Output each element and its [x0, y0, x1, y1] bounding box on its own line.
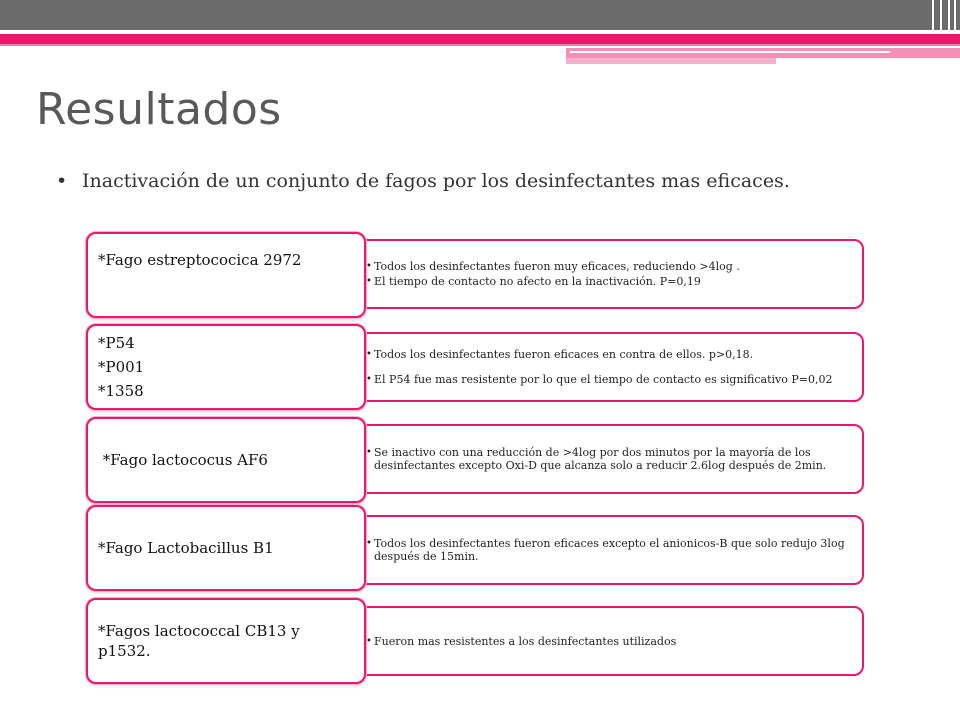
label-line: *Fago lactococus AF6 — [98, 451, 268, 469]
label-line: *Fago Lactobacillus B1 — [98, 539, 274, 557]
header-pink-accent — [566, 48, 960, 58]
label-box-5 — [86, 598, 366, 684]
bullet-text: Inactivación de un conjunto de fagos por los desinfectantes mas eficaces. — [82, 170, 790, 192]
detail-item: • Todos los desinfectantes fueron eficaces en contra de ellos. p>0,18. — [368, 348, 854, 361]
detail-box-4 — [340, 515, 864, 585]
header-white-line — [570, 51, 890, 53]
header-gray-bar — [0, 0, 960, 30]
label-box-1 — [86, 232, 366, 318]
label-box-3 — [86, 417, 366, 503]
slide-bullet — [56, 170, 790, 192]
bullet-dot: • — [56, 170, 68, 192]
detail-item: • Fueron mas resistentes a los desinfectantes utilizados — [368, 635, 854, 648]
detail-item: • Todos los desinfectantes fueron eficaces excepto el anionicos-B que solo redujo 3log después de 15min. — [368, 537, 854, 563]
label-line: *Fago estreptococica 2972 — [98, 251, 302, 269]
detail-box-5 — [340, 606, 864, 676]
header-pink-accent-small — [566, 58, 776, 64]
detail-item: • El tiempo de contacto no afecto en la inactivación. P=0,19 — [368, 275, 854, 288]
detail-box-3 — [340, 424, 864, 494]
label-line: *P54 — [98, 334, 135, 352]
label-line: *P001 — [98, 358, 145, 376]
detail-box-2 — [340, 332, 864, 402]
header-pink-line — [0, 44, 960, 46]
header-pink-bar — [0, 34, 960, 44]
detail-item: • Se inactivo con una reducción de >4log por dos minutos por la mayoría de los desinfectantes excepto Oxi-D que alcanza solo a reducir 2.6log después de 2min. — [368, 446, 854, 472]
detail-item: • El P54 fue mas resistente por lo que el tiempo de contacto es significativo P=0,02 — [368, 373, 854, 386]
label-line: *1358 — [98, 382, 144, 400]
label-line: *Fagos lactococcal CB13 y p1532. — [98, 622, 300, 660]
label-box-4 — [86, 505, 366, 591]
label-box-2 — [86, 324, 366, 410]
slide-title: Resultados — [36, 84, 282, 135]
detail-item: • Todos los desinfectantes fueron muy eficaces, reduciendo >4log . — [368, 260, 854, 273]
detail-box-1 — [340, 239, 864, 309]
